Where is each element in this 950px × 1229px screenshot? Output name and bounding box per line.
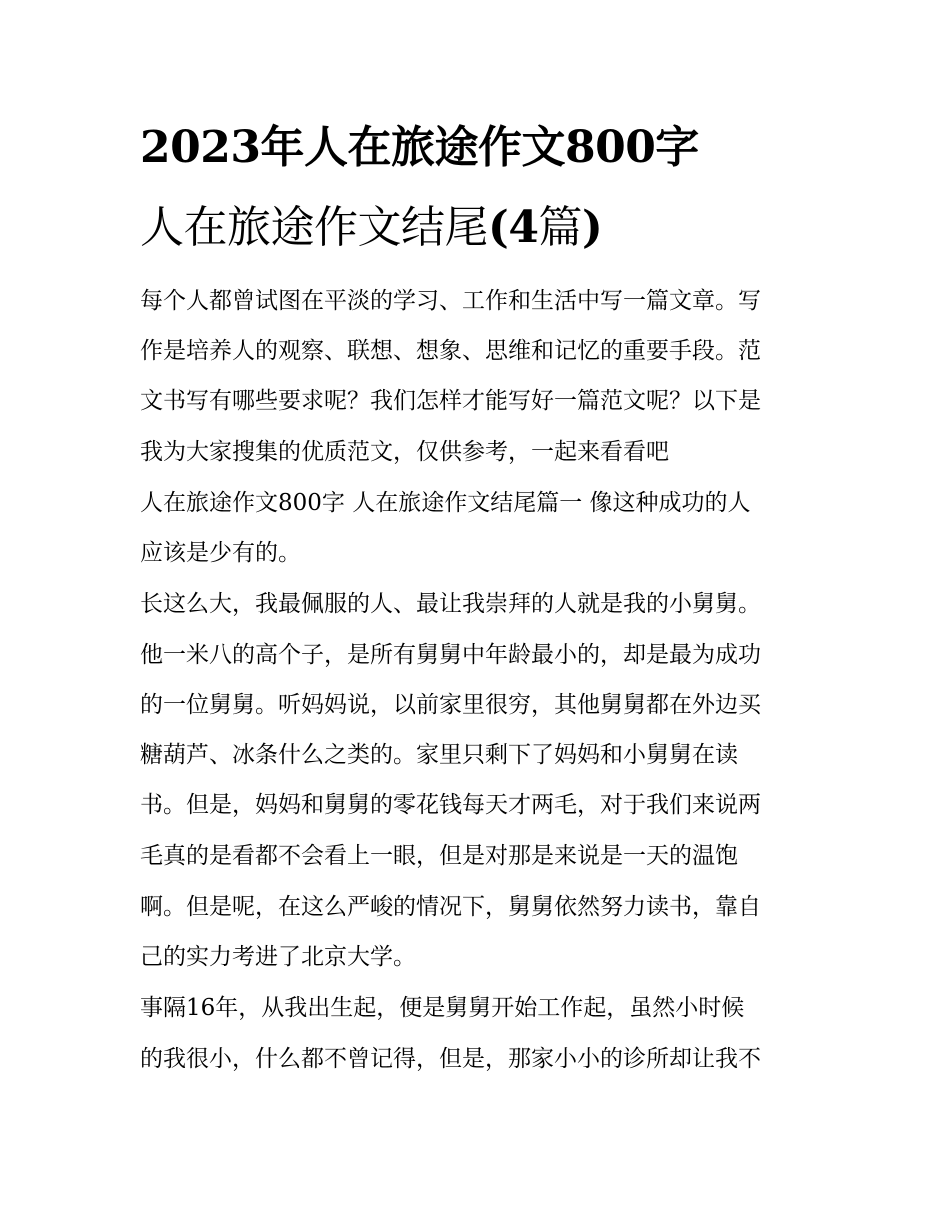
body-line: 应该是少有的。 [140,540,301,566]
body-line: 糖葫芦、冰条什么之类的。家里只剩下了妈妈和小舅舅在读 [140,742,738,768]
body-line: 的一位舅舅。听妈妈说，以前家里很穷，其他舅舅都在外边买 [140,692,761,718]
title-line-2-text: 人在旅途作文结尾 [140,202,488,253]
body-line: 人在旅途作文800字 人在旅途作文结尾篇一 像这种成功的人 [140,490,751,516]
body-line: 毛真的是看都不会看上一眼，但是对那是来说是一天的温饱 [140,843,738,869]
body-line: 他一米八的高个子，是所有舅舅中年龄最小的，却是最为成功 [140,642,761,668]
body-line: 作是培养人的观察、联想、想象、思维和记忆的重要手段。范 [140,338,761,364]
body-line: 长这么大，我最佩服的人、最让我崇拜的人就是我的小舅舅。 [140,591,761,617]
document-title-line-2 [140,202,820,254]
title-line-2-count-open: (4 [488,202,539,253]
document-title-line-1: 2023年人在旅途作文800字 [140,122,699,173]
body-line: 我为大家搜集的优质范文，仅供参考，一起来看看吧 [140,439,669,465]
body-line: 己的实力考进了北京大学。 [140,944,416,970]
body-line: 文书写有哪些要求呢？我们怎样才能写好一篇范文呢？以下是 [140,388,761,414]
title-line-2-count-close: ) [581,202,603,253]
body-line: 啊。但是呢，在这么严峻的情况下，舅舅依然努力读书，靠自 [140,894,761,920]
body-line: 书。但是，妈妈和舅舅的零花钱每天才两毛，对于我们来说两 [140,792,761,818]
body-line: 的我很小，什么都不曾记得，但是，那家小小的诊所却让我不 [140,1046,761,1072]
body-line: 事隔16年，从我出生起，便是舅舅开始工作起，虽然小时候 [140,995,745,1021]
body-line: 每个人都曾试图在平淡的学习、工作和生活中写一篇文章。写 [140,288,761,314]
title-line-2-unit: 篇 [538,202,582,253]
